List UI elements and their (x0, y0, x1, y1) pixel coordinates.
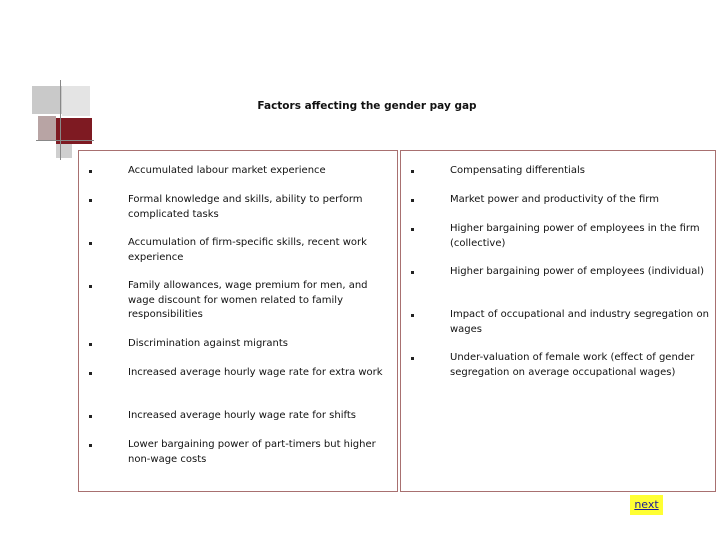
bullet-icon (89, 372, 92, 375)
right-factor-box (400, 150, 716, 492)
list-item-text: Family allowances, wage premium for men, and wage discount for women related to family responsibilities (128, 280, 368, 320)
list-item-text: Formal knowledge and skills, ability to perform complicated tasks (128, 194, 363, 220)
bullet-icon (411, 170, 414, 173)
decor-line (36, 140, 94, 141)
bullet-icon (89, 199, 92, 202)
bullet-icon (89, 415, 92, 418)
bullet-icon (411, 357, 414, 360)
bullet-icon (89, 242, 92, 245)
bullet-icon (89, 343, 92, 346)
list-item-text: Market power and productivity of the firm (450, 194, 659, 205)
list-item-text: Accumulated labour market experience (128, 165, 326, 176)
decor-square (38, 116, 56, 140)
list-item-text: Higher bargaining power of employees (individual) (450, 266, 705, 277)
list-item-text: Higher bargaining power of employees in the firm (collective) (450, 223, 700, 249)
next-link[interactable]: next (630, 495, 663, 515)
bullet-icon (89, 285, 92, 288)
list-item-text: Impact of occupational and industry segregation on wages (450, 309, 709, 335)
decor-line (60, 80, 61, 160)
list-item-text: Discrimination against migrants (128, 338, 288, 349)
list-item-text: Under-valuation of female work (effect of gender segregation on average occupational wages) (450, 352, 695, 378)
bullet-icon (89, 170, 92, 173)
list-item-text: Compensating differentials (450, 165, 585, 176)
list-item-text: Lower bargaining power of part-timers but higher non-wage costs (128, 439, 376, 465)
slide-title: Factors affecting the gender pay gap (257, 100, 477, 112)
bullet-icon (411, 199, 414, 202)
bullet-icon (411, 314, 414, 317)
bullet-icon (411, 228, 414, 231)
list-item-text: Increased average hourly wage rate for shifts (128, 410, 356, 421)
bullet-icon (411, 271, 414, 274)
bullet-icon (89, 444, 92, 447)
decor-square (56, 144, 72, 158)
list-item-text: Increased average hourly wage rate for extra work (128, 367, 383, 378)
list-item-text: Accumulation of firm-specific skills, recent work experience (128, 237, 367, 263)
left-factor-box (78, 150, 398, 492)
